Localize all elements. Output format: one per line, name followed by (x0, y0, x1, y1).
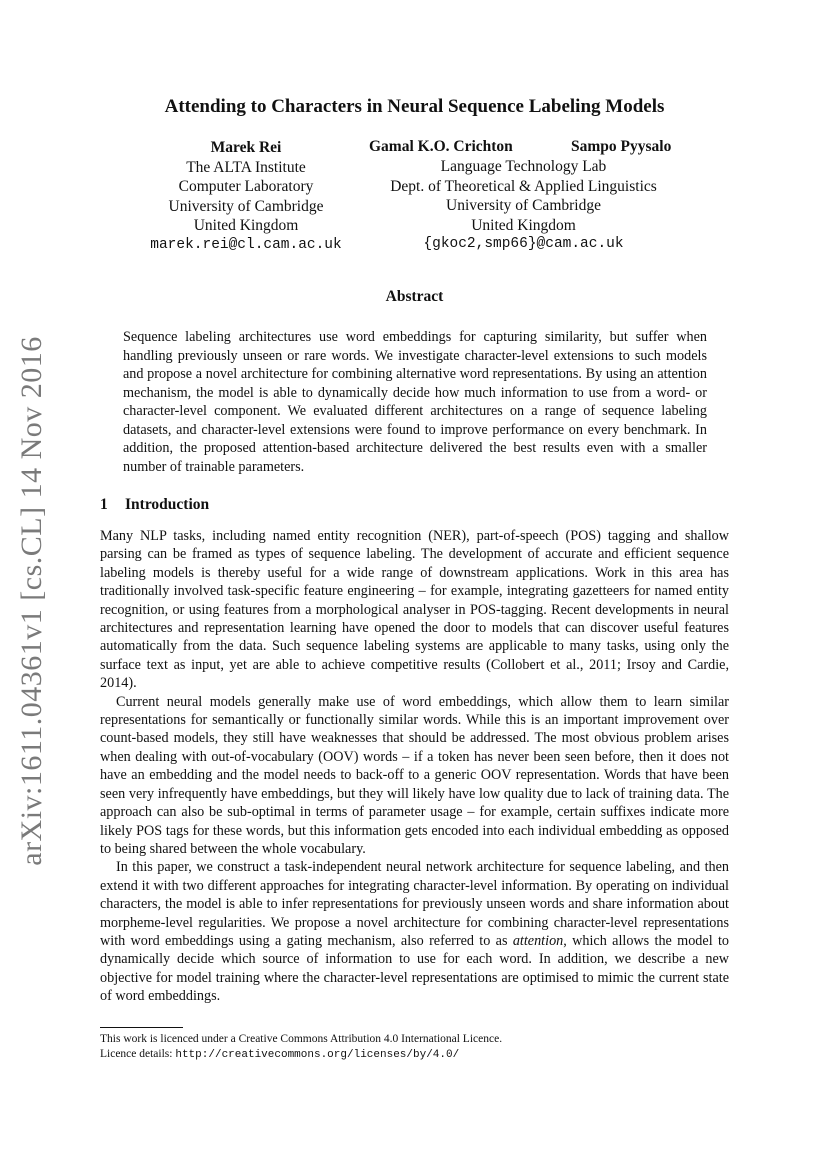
author-name: Sampo Pyysalo (571, 138, 672, 155)
abstract-text: Sequence labeling architectures use word embeddings for capturing similarity, but suffer when handling previously unseen or rare words. We investigate character-level extensions to such models and propose a novel architecture for combining alternative word representations. By using an attention mechanism, the model is able to dynamically decide how much information to use from a word- or character-level component. We evaluated different architectures on a range of sequence labeling datasets, and character-level extensions were found to improve performance on every benchmark. In addition, the proposed attention-based architecture delivered the best results even with a smaller number of trainable parameters. (123, 329, 707, 475)
author-name: Gamal K.O. Crichton (369, 138, 513, 155)
author-name: Marek Rei (210, 139, 282, 156)
footnote-line: This work is licenced under a Creative Commons Attribution 4.0 International Licence. (100, 1033, 503, 1045)
body-paragraph: Current neural models generally make use of word embeddings, which allow them to learn similar representations for semantically or functionally similar words. While this is an important improvement over count-based models, they still have weaknesses that should be addressed. The most obvious problem arises when dealing with out-of-vocabulary (OOV) words – if a token has never been seen before, then it does not have an embedding and the model needs to back-off to a generic OOV representation. Words that have been seen very infrequently have embeddings, but they will likely have low quality due to lack of training data. The approach can also be sub-optimal in terms of parameter usage – for example, certain suffixes indicate more likely POS tags for these words, but this information gets encoded into each individual embedding as opposed to being shared between the whole vocabulary. (100, 693, 729, 857)
author-affiliation: United Kingdom (193, 217, 299, 234)
footnote (100, 1032, 729, 1063)
author-affiliation: United Kingdom (471, 216, 576, 234)
section-heading (100, 496, 209, 514)
emphasis-text: attention (512, 932, 564, 949)
paragraph-text: , which allows the model to dynamically decide which source of information to use for each word. In addition, we describe a new objective for model training where the character-level representations are optimised to mimic the current state of word embeddings. (100, 932, 729, 1005)
abstract-heading: Abstract (385, 288, 444, 305)
paper-title: Attending to Characters in Neural Sequence Labeling Models (164, 96, 665, 117)
author-affiliation: University of Cambridge (168, 197, 324, 215)
licence-url-link[interactable]: http://creativecommons.org/licenses/by/4.0/ (175, 1049, 460, 1061)
footnote-label: Licence details: (100, 1048, 176, 1060)
author-affiliation: Computer Laboratory (178, 178, 314, 195)
author-affiliation: Dept. of Theoretical & Applied Linguistics (390, 177, 657, 195)
section-title: Introduction (125, 496, 210, 513)
section-number: 1 (100, 496, 108, 513)
body-paragraph (100, 858, 729, 1005)
author-email: marek.rei@cl.cam.ac.uk (150, 236, 342, 253)
author-block-2-3 (362, 157, 685, 255)
body-paragraph: Many NLP tasks, including named entity recognition (NER), part-of-speech (POS) tagging and shallow parsing can be framed as types of sequence labeling. The development of accurate and efficient sequence labeling models is thereby useful for a wide range of downstream applications. Work in this area has traditionally involved task-specific feature engineering – for example, integrating gazetteers for named entity recognition, or using features from a morphological analyser in POS-tagging. Recent developments in neural architectures and representation learning have opened the door to models that can discover useful features automatically from the data. Such sequence labeling systems are applicable to many tasks, using only the surface text as input, yet are able to achieve competitive results (Collobert et al., 2011; Irsoy and Cardie, 2014). (100, 528, 729, 692)
arxiv-id: arXiv:1611.04361v1 [cs.CL] 14 Nov 2016 (15, 336, 48, 866)
footnote-rule (100, 1027, 183, 1028)
paragraph-text: In this paper, we construct a task-independent neural network architecture for sequence labeling, and then extend it with two different approaches for integrating character-level information. By operating on individual characters, the model is able to infer representations for previously unseen words and share information about morpheme-level regularities. We propose a novel architecture for combining character-level representations with word embeddings using a gating mechanism, also referred to as (100, 859, 729, 949)
author-affiliation: Language Technology Lab (440, 158, 607, 175)
author-affiliation: The ALTA Institute (186, 158, 306, 176)
footnote-line (100, 1047, 729, 1063)
section-body (100, 527, 729, 1006)
author-affiliation: University of Cambridge (446, 197, 601, 214)
arxiv-sidebar-stamp (10, 336, 54, 866)
author-block-1 (130, 138, 362, 255)
author-email: {gkoc2,smp66}@cam.ac.uk (423, 236, 624, 252)
